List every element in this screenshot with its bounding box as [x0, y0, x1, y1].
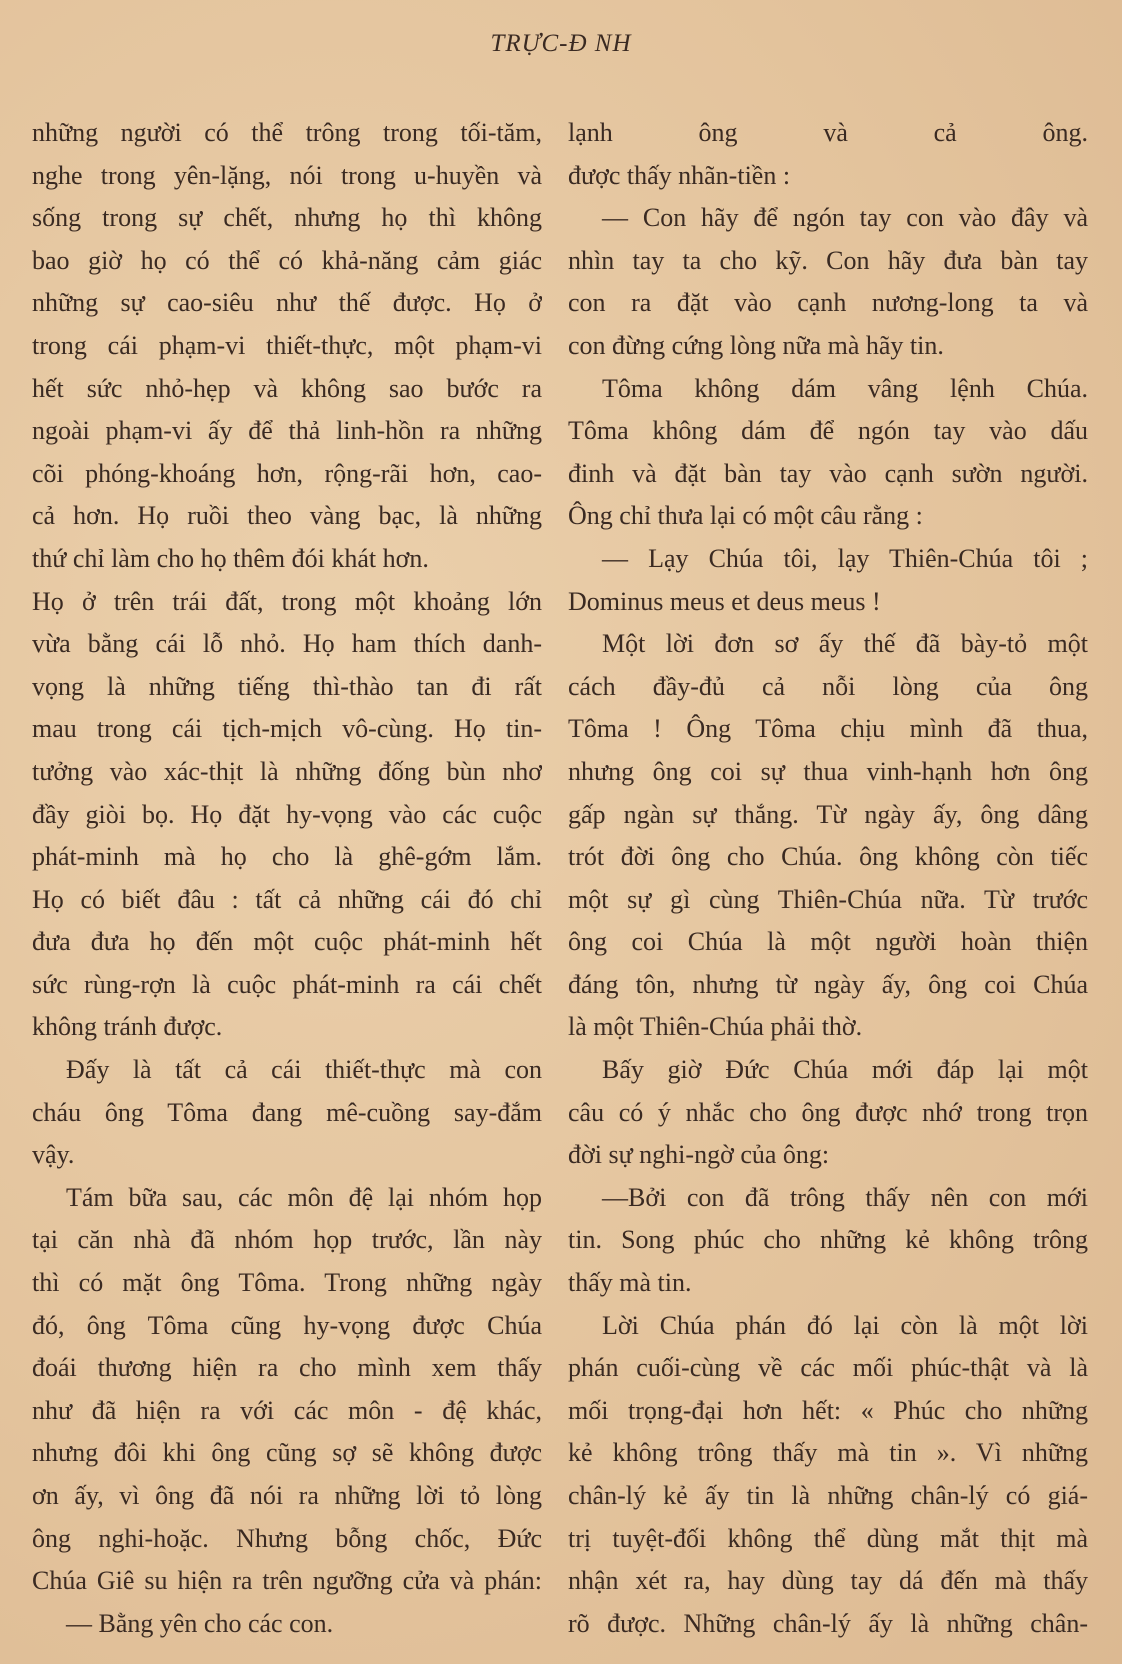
text-line: con ra đặt vào cạnh nương-long ta và [568, 288, 1088, 318]
text-line: nhưng đôi khi ông cũng sợ sẽ không được [32, 1438, 542, 1468]
text-line: hết sức nhỏ-hẹp và không sao bước ra [32, 373, 542, 403]
text-line: Một lời đơn sơ ấy thế đã bày-tỏ một [602, 629, 1088, 659]
text-line: thứ chỉ làm cho họ thêm đói khát hơn. [32, 543, 429, 573]
text-line: nhận xét ra, hay dùng tay dá đến mà thấy [568, 1566, 1088, 1596]
text-line: nhưng ông coi sự thua vinh-hạnh hơn ông [568, 756, 1088, 786]
text-line: vậy. [32, 1140, 75, 1170]
text-line: Họ có biết đâu : tất cả những cái đó chỉ [32, 884, 542, 914]
text-line: đinh và đặt bàn tay vào cạnh sườn người. [568, 458, 1088, 488]
text-line: bao giờ họ có thể có khả-năng cảm giác [32, 245, 542, 275]
text-line: tưởng vào xác-thịt là những đống bùn nhơ [32, 756, 542, 786]
text-line: phát-minh mà họ cho là ghê-gớm lắm. [32, 842, 542, 872]
text-line: ông coi Chúa là một người hoàn thiện [568, 927, 1088, 957]
text-line: — Lạy Chúa tôi, lạy Thiên-Chúa tôi ; [602, 543, 1088, 573]
text-line: ông nghi-hoặc. Nhưng bỗng chốc, Đức [32, 1523, 542, 1553]
text-line: — Con hãy để ngón tay con vào đây và [602, 203, 1088, 233]
running-header: TRỰC-Đ NH [490, 30, 632, 57]
text-line: Tôma không dám vâng lệnh Chúa. [602, 373, 1088, 403]
text-line: những sự cao-siêu như thế được. Họ ở [32, 288, 542, 318]
text-line: câu có ý nhắc cho ông được nhớ trong trọn [568, 1097, 1088, 1127]
text-line: lạnh ông và cả ông. [568, 118, 1088, 147]
text-line: Lời Chúa phán đó lại còn là một lời [602, 1310, 1088, 1340]
text-line: —Bởi con đã trông thấy nên con mới [602, 1182, 1088, 1212]
text-line: trị tuyệt-đối không thể dùng mắt thịt mà [568, 1523, 1088, 1553]
text-line: Ông chỉ thưa lại có một câu rằng : [568, 501, 923, 531]
text-line: tại căn nhà đã nhóm họp trước, lần này [32, 1225, 542, 1255]
text-line: vọng là những tiếng thì-thào tan đi rất [32, 671, 542, 701]
text-line: như đã hiện ra với các môn - đệ khác, [32, 1395, 542, 1425]
text-line: gấp ngàn sự thắng. Từ ngày ấy, ông dâng [568, 799, 1088, 829]
text-line: mau trong cái tịch-mịch vô-cùng. Họ tin- [32, 714, 542, 744]
text-line: một sự gì cùng Thiên-Chúa nữa. Từ trước [568, 884, 1088, 914]
text-line: Họ ở trên trái đất, trong một khoảng lớn [32, 586, 542, 616]
text-line: Tôma ! Ông Tôma chịu mình đã thua, [568, 714, 1088, 744]
text-line: kẻ không trông thấy mà tin ». Vì những [568, 1438, 1088, 1468]
text-line: cõi phóng-khoáng hơn, rộng-rãi hơn, cao- [32, 458, 542, 488]
text-line: được thấy nhãn-tiền : [568, 160, 791, 190]
text-line: mối trọng-đại hơn hết: « Phúc cho những [568, 1395, 1088, 1425]
text-line: đáng tôn, nhưng từ ngày ấy, ông coi Chúa [568, 969, 1088, 999]
text-line: đời sự nghi-ngờ của ông: [568, 1140, 830, 1170]
text-line: rõ được. Những chân-lý ấy là những chân- [568, 1608, 1088, 1638]
text-line: nhìn tay ta cho kỹ. Con hãy đưa bàn tay [568, 245, 1088, 275]
text-line: cả hơn. Họ ruồi theo vàng bạc, là những [32, 501, 542, 531]
text-line: trong cái phạm-vi thiết-thực, một phạm-vi [32, 330, 542, 360]
right-column [568, 112, 1088, 1645]
text-line: sống trong sự chết, nhưng họ thì không [32, 203, 542, 233]
text-line: cháu ông Tôma đang mê-cuồng say-đắm [32, 1097, 542, 1127]
left-column [32, 112, 542, 1645]
text-line: nghe trong yên-lặng, nói trong u-huyền và [32, 160, 542, 190]
text-line: đầy giòi bọ. Họ đặt hy-vọng vào các cuộc [32, 799, 542, 829]
text-line: chân-lý kẻ ấy tin là những chân-lý có giá- [568, 1481, 1088, 1510]
text-line: đưa đưa họ đến một cuộc phát-minh hết [32, 927, 542, 957]
text-line: Tôma không dám để ngón tay vào dấu [568, 416, 1088, 446]
text-line: Đấy là tất cả cái thiết-thực mà con [66, 1055, 542, 1085]
text-line: trót đời ông cho Chúa. ông không còn tiếc [568, 842, 1088, 872]
text-line: Chúa Giê su hiện ra trên ngưỡng cửa và phán: [32, 1566, 542, 1596]
text-line: vừa bằng cái lỗ nhỏ. Họ ham thích danh- [32, 629, 542, 659]
text-line: Tám bữa sau, các môn đệ lại nhóm họp [66, 1182, 542, 1212]
text-line: là một Thiên-Chúa phải thờ. [568, 1012, 863, 1042]
text-line: — Bằng yên cho các con. [66, 1608, 334, 1638]
text-line: Bấy giờ Đức Chúa mới đáp lại một [602, 1055, 1088, 1085]
text-line: đoái thương hiện ra cho mình xem thấy [32, 1353, 542, 1383]
text-line: ơn ấy, vì ông đã nói ra những lời tỏ lòng [32, 1481, 542, 1510]
text-line: phán cuối-cùng về các mối phúc-thật và là [568, 1353, 1088, 1383]
text-line: tin. Song phúc cho những kẻ không trông [568, 1225, 1088, 1255]
text-line: con đừng cứng lòng nữa mà hãy tin. [568, 330, 944, 360]
text-line: Dominus meus et deus meus ! [568, 586, 881, 616]
text-line: đó, ông Tôma cũng hy-vọng được Chúa [32, 1310, 542, 1340]
text-line: những người có thể trông trong tối-tăm, [32, 118, 542, 147]
text-line: không tránh được. [32, 1012, 223, 1042]
text-line: thì có mặt ông Tôma. Trong những ngày [32, 1268, 542, 1298]
text-line: thấy mà tin. [568, 1268, 692, 1298]
text-line: sức rùng-rợn là cuộc phát-minh ra cái chết [32, 969, 542, 999]
text-line: cách đầy-đủ cả nỗi lòng của ông [568, 671, 1088, 701]
text-line: ngoài phạm-vi ấy để thả linh-hồn ra những [32, 416, 542, 446]
